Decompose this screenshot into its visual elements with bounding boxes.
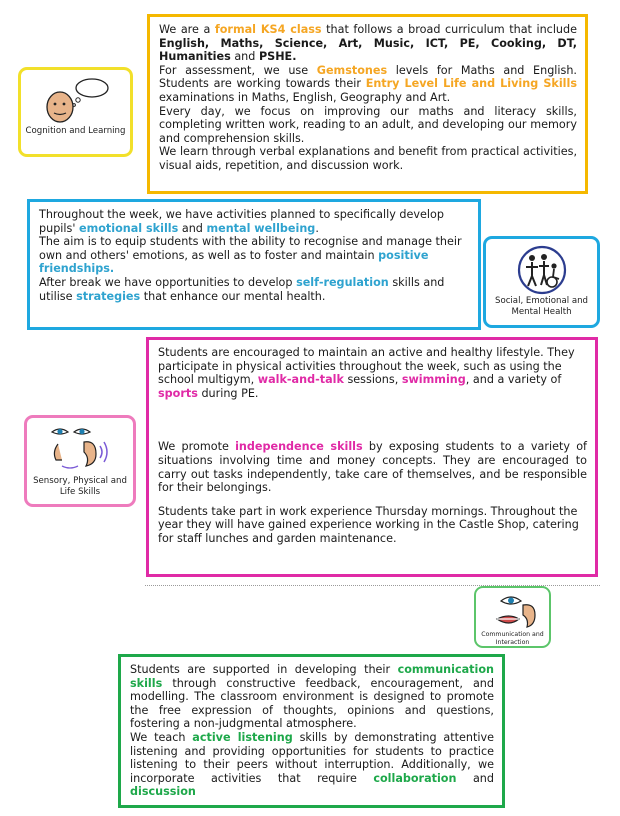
cognition-para-3: Every day, we focus on improving our maths and literacy skills, completing written work, reading to an adult, and developing our memory and comprehension skills. bbox=[159, 104, 577, 145]
eyes-ear-nose-icon bbox=[44, 422, 116, 476]
communication-para-1: Students are supported in developing their communication skills through constructive feedback, encouragement, and modelling. The classroom environment is designed to promote the free expression of thoughts, opinions and questions, fostering a non-judgmental atmosphere. bbox=[130, 663, 494, 731]
semh-para-3: After break we have opportunities to develop self-regulation skills and utilise strategies that enhance our mental health. bbox=[39, 275, 445, 303]
cognition-icon-card bbox=[18, 67, 133, 157]
sensory-icon-label: Sensory, Physical and Life Skills bbox=[33, 476, 127, 497]
group-of-people-icon bbox=[510, 244, 574, 296]
semh-para-1: Throughout the week, we have activities planned to specifically develop pupils' emotional skills and mental wellbeing. bbox=[39, 208, 444, 235]
sensory-text-box bbox=[146, 337, 598, 577]
cognition-para-1: We are a formal KS4 class that follows a broad curriculum that include English, Maths, Science, Art, Music, ICT, PE, Cooking, DT, Humanities and PSHE. bbox=[159, 23, 578, 64]
communication-para-2: We teach active listening skills by demonstrating attentive listening and providing opportunities for students to practice listening to their peers without interruption. Additionally, we incorporate activities that require collaboration and discussion bbox=[130, 730, 494, 799]
cognition-para-2: For assessment, we use Gemstones levels for Maths and English. Students are working towards their Entry Level Life and Living Skills examinations in Maths, English, Geography and Art. bbox=[159, 63, 577, 104]
semh-icon-label: Social, Emotional and Mental Health bbox=[494, 296, 589, 317]
semh-text-box bbox=[27, 199, 481, 330]
cognition-text-box bbox=[147, 14, 588, 194]
communication-icon-card bbox=[474, 586, 551, 648]
sensory-para-3: Students take part in work experience Thursday mornings. Throughout the year they will have gained experience working in the Castle Shop, catering for staff lunches and garden maintenance. bbox=[158, 504, 579, 545]
cognition-para-4: We learn through verbal explanations and benefit from practical activities, visual aids, repetition, and discussion work. bbox=[159, 145, 577, 172]
sensory-para-1: Students are encouraged to maintain an active and healthy lifestyle. They participate in physical activities throughout the week, such as using the school multigym, walk-and-talk sessions, swimming, and a variety of sports during PE. bbox=[158, 346, 575, 400]
sensory-icon-card bbox=[24, 415, 136, 507]
communication-text-box bbox=[118, 654, 505, 808]
thinking-head-icon bbox=[36, 76, 116, 126]
cognition-icon-label: Cognition and Learning bbox=[25, 126, 126, 136]
semh-para-2: The aim is to equip students with the ability to recognise and manage their own and others' emotions, as well as to foster and maintain positive friendships. bbox=[39, 235, 462, 276]
eye-ear-mouth-icon bbox=[483, 591, 543, 631]
sensory-para-2: We promote independence skills by exposing students to a variety of situations involving time and money concepts. They are encouraged to carry out tasks independently, take care of themselves, and be responsible for their belongings. bbox=[158, 440, 587, 495]
communication-icon-label: Communication and Interaction bbox=[481, 631, 544, 646]
semh-icon-card bbox=[483, 236, 600, 328]
